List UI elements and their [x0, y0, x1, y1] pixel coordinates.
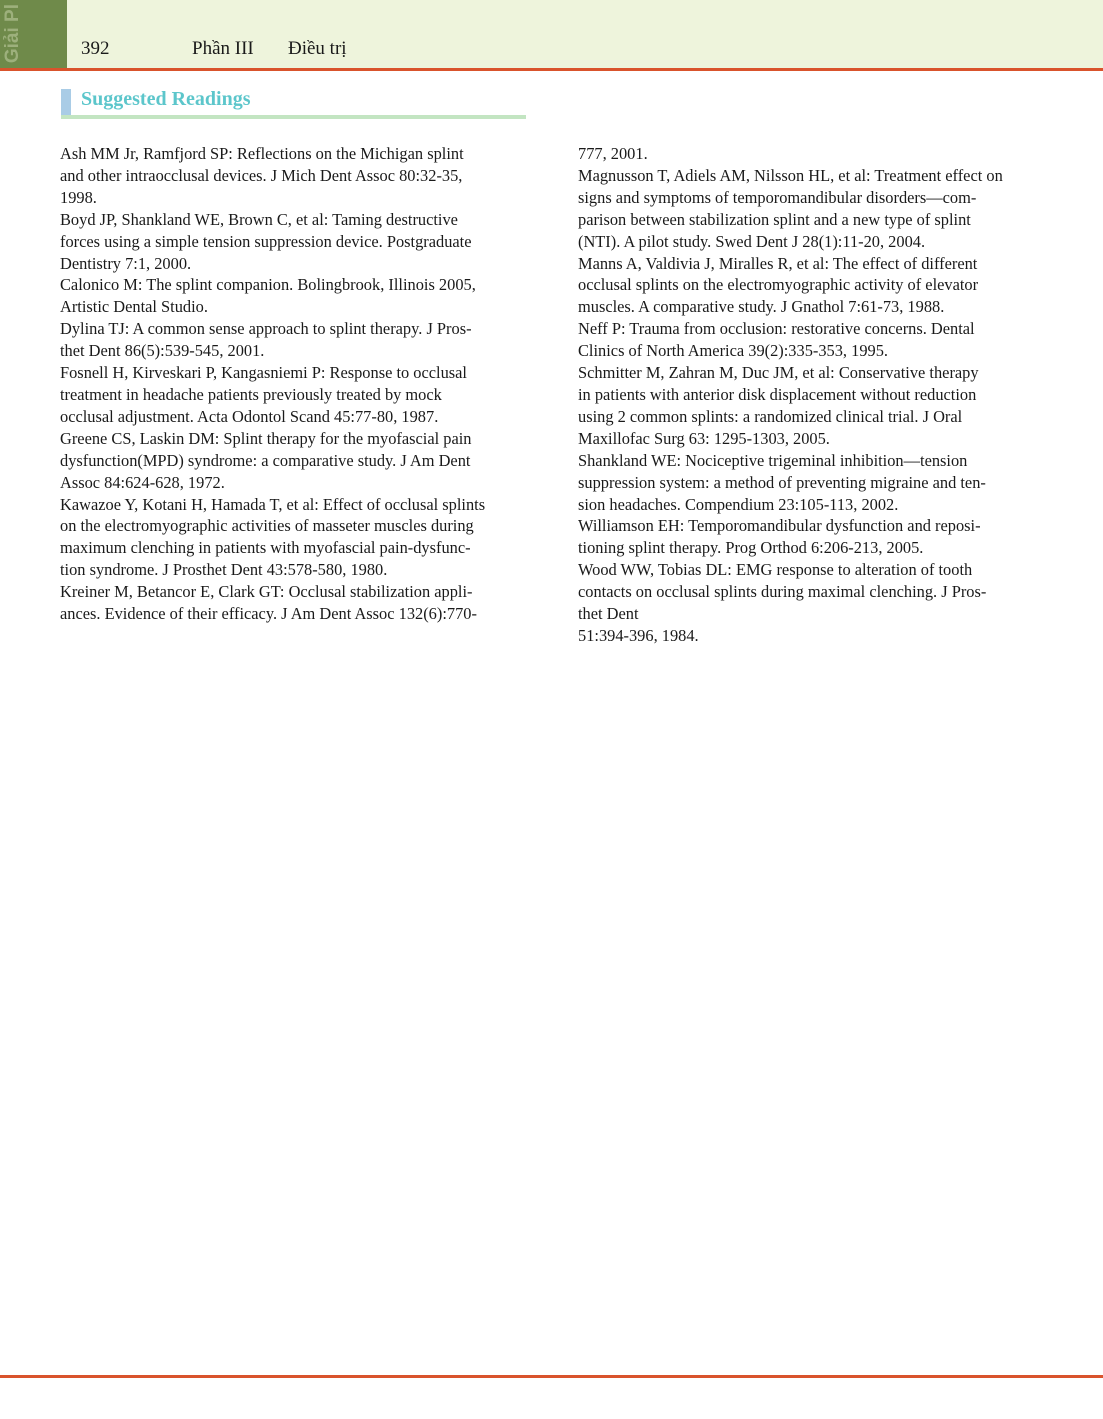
reference-line: Boyd JP, Shankland WE, Brown C, et al: Taming destructive [60, 209, 458, 229]
reference-line: Maxillofac Surg 63: 1295-1303, 2005. [578, 428, 830, 448]
references-right-column [578, 143, 1048, 647]
reference-line: Manns A, Valdivia J, Miralles R, et al: The effect of different [578, 253, 978, 273]
reference-line: Williamson EH: Temporomandibular dysfunction and reposi- [578, 516, 981, 536]
reference-line: Schmitter M, Zahran M, Duc JM, et al: Conservative therapy [578, 363, 979, 383]
side-tab-label: Giải Pl [2, 4, 23, 64]
reference-line: Assoc 84:624-628, 1972. [60, 472, 225, 492]
reference-line: forces using a simple tension suppression device. Postgraduate [60, 231, 472, 251]
reference-line: occlusal adjustment. Acta Odontol Scand 45:77-80, 1987. [60, 406, 439, 426]
reference-line: treatment in headache patients previously treated by mock [60, 384, 442, 404]
reference-line: Shankland WE: Nociceptive trigeminal inhibition—tension [578, 450, 968, 470]
reference-line: on the electromyographic activities of masseter muscles during [60, 516, 474, 536]
reference-line: Greene CS, Laskin DM: Splint therapy for the myofascial pain [60, 428, 472, 448]
header-divider [0, 68, 1103, 71]
reference-line: Clinics of North America 39(2):335-353, 1995. [578, 341, 889, 361]
reference-line: Calonico M: The splint companion. Bolingbrook, Illinois 2005, [60, 275, 476, 295]
reference-line: in patients with anterior disk displacement without reduction [578, 384, 977, 404]
reference-line: parison between stabilization splint and a new type of splint [578, 209, 971, 229]
reference-line: and other intraocclusal devices. J Mich Dent Assoc 80:32-35, [60, 165, 463, 185]
reference-line: dysfunction(MPD) syndrome: a comparative study. J Am Dent [60, 450, 471, 470]
section-underline [61, 115, 526, 119]
page-number: 392 [81, 38, 110, 59]
reference-line: maximum clenching in patients with myofascial pain-dysfunc- [60, 538, 471, 558]
part-label: Phần III [192, 38, 254, 59]
footer-divider [0, 1375, 1103, 1378]
reference-line: Fosnell H, Kirveskari P, Kangasniemi P: Response to occlusal [60, 363, 467, 383]
reference-line: Ash MM Jr, Ramfjord SP: Reflections on the Michigan splint [60, 144, 464, 163]
reference-line: using 2 common splints: a randomized clinical trial. J Oral [578, 406, 963, 426]
reference-line: tioning splint therapy. Prog Orthod 6:206-213, 2005. [578, 538, 924, 558]
reference-line: suppression system: a method of preventing migraine and ten- [578, 472, 986, 492]
reference-line: occlusal splints on the electromyographic activity of elevator [578, 275, 979, 295]
reference-line: ances. Evidence of their efficacy. J Am Dent Assoc 132(6):770- [60, 604, 477, 624]
reference-line: sion headaches. Compendium 23:105-113, 2002. [578, 494, 899, 514]
part-title: Điều trị [288, 38, 347, 59]
reference-line: 51:394-396, 1984. [578, 625, 699, 645]
reference-line: signs and symptoms of temporomandibular disorders—com- [578, 187, 977, 207]
reference-line: 777, 2001. [578, 144, 648, 163]
reference-line: Dentistry 7:1, 2000. [60, 253, 192, 273]
reference-line: thet Dent 86(5):539-545, 2001. [60, 341, 265, 361]
reference-line: tion syndrome. J Prosthet Dent 43:578-580, 1980. [60, 560, 388, 580]
reference-line: Wood WW, Tobias DL: EMG response to alteration of tooth [578, 560, 973, 580]
reference-line: Kreiner M, Betancor E, Clark GT: Occlusal stabilization appli- [60, 582, 473, 602]
references-left-column [60, 143, 525, 625]
chapter-side-tab [0, 0, 67, 69]
reference-line: Dylina TJ: A common sense approach to splint therapy. J Pros- [60, 319, 472, 339]
reference-line: 1998. [60, 187, 97, 207]
section-heading: Suggested Readings [81, 88, 251, 110]
reference-line: contacts on occlusal splints during maximal clenching. J Pros- [578, 582, 987, 602]
reference-line: thet Dent [578, 604, 639, 624]
reference-line: muscles. A comparative study. J Gnathol 7:61-73, 1988. [578, 297, 945, 317]
reference-line: Neff P: Trauma from occlusion: restorative concerns. Dental [578, 319, 975, 339]
reference-line: Artistic Dental Studio. [60, 297, 208, 317]
reference-line: (NTI). A pilot study. Swed Dent J 28(1):11-20, 2004. [578, 231, 926, 251]
reference-line: Kawazoe Y, Kotani H, Hamada T, et al: Effect of occlusal splints [60, 494, 486, 514]
section-marker [61, 89, 71, 117]
page-header [0, 0, 1103, 69]
reference-line: Magnusson T, Adiels AM, Nilsson HL, et al: Treatment effect on [578, 165, 1003, 185]
